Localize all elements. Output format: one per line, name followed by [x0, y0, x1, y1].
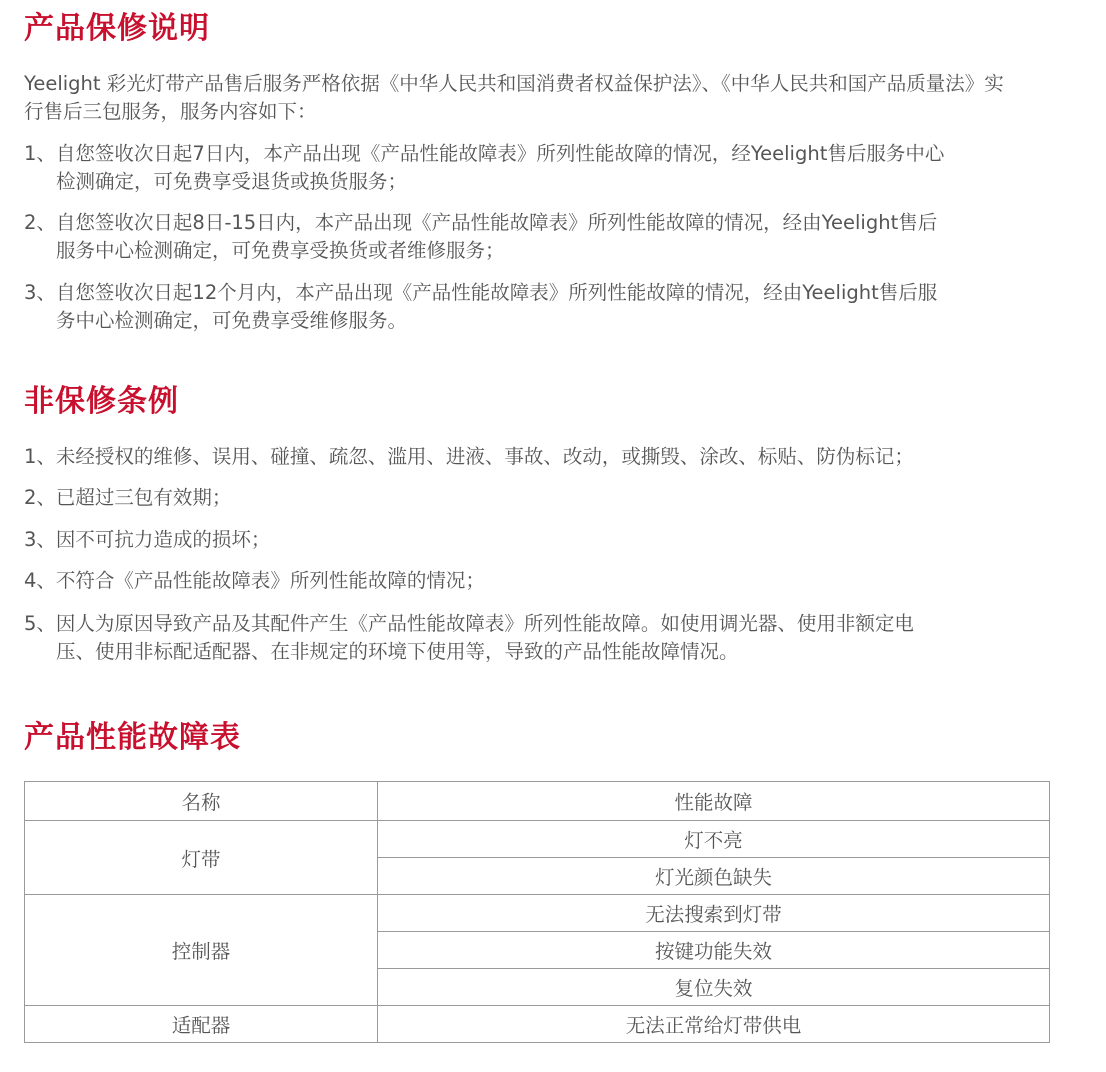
warranty-title: 产品保修说明 — [24, 11, 210, 46]
non-warranty-item-5 — [24, 610, 1064, 666]
item-text: 未经授权的维修、误用、碰撞、疏忽、滥用、进液、事故、改动，或撕毁、涂改、标贴、防伪标记； — [55, 445, 914, 468]
item-text: 自您签收次日起12个月内，本产品出现《产品性能故障表》所列性能故障的情况，经由Yeelight售后服 — [55, 281, 938, 304]
non-warranty-item-3 — [24, 526, 1064, 554]
fault-cell: 灯不亮 — [378, 821, 1050, 858]
fault-cell: 复位失效 — [378, 969, 1050, 1006]
warranty-item-2 — [24, 209, 1064, 265]
warranty-item-3 — [24, 279, 1064, 335]
non-warranty-item-2 — [24, 484, 1064, 512]
warranty-item-1 — [24, 140, 1064, 196]
item-text: 已超过三包有效期； — [55, 486, 232, 509]
fault-table-title: 产品性能故障表 — [24, 720, 241, 755]
item-text: 不符合《产品性能故障表》所列性能故障的情况； — [55, 569, 485, 592]
fault-cell: 无法搜索到灯带 — [378, 895, 1050, 932]
table-row — [25, 1006, 1050, 1043]
item-text: 因不可抗力造成的损坏； — [55, 528, 271, 551]
non-warranty-item-1 — [24, 443, 1064, 471]
item-text: 自您签收次日起8日-15日内，本产品出现《产品性能故障表》所列性能故障的情况，经由Yeelight售后 — [55, 211, 938, 234]
item-text: 自您签收次日起7日内，本产品出现《产品性能故障表》所列性能故障的情况，经Yeelight售后服务中心 — [55, 142, 945, 165]
warranty-intro — [24, 70, 1064, 126]
item-text-continued: 压、使用非标配适配器、在非规定的环境下使用等，导致的产品性能故障情况。 — [56, 640, 739, 663]
non-warranty-title: 非保修条例 — [24, 384, 179, 419]
item-number: 2、 — [24, 486, 56, 509]
warranty-intro-line2: 行售后三包服务，服务内容如下： — [24, 100, 317, 123]
warranty-intro-line1: Yeelight 彩光灯带产品售后服务严格依据《中华人民共和国消费者权益保护法》、《中华人民共和国产品质量法》实 — [24, 72, 1004, 95]
item-number: 3、 — [24, 528, 56, 551]
column-header-name: 名称 — [25, 782, 378, 821]
column-header-fault: 性能故障 — [378, 782, 1050, 821]
component-name-cell: 控制器 — [25, 895, 378, 1006]
table-header-row — [25, 782, 1050, 821]
item-text: 因人为原因导致产品及其配件产生《产品性能故障表》所列性能故障。如使用调光器、使用非额定电 — [55, 612, 914, 635]
fault-cell: 灯光颜色缺失 — [378, 858, 1050, 895]
component-name-cell: 灯带 — [25, 821, 378, 895]
table-row — [25, 895, 1050, 932]
item-number: 2、 — [24, 211, 56, 234]
fault-cell: 按键功能失效 — [378, 932, 1050, 969]
table-row — [25, 821, 1050, 858]
item-text-continued: 检测确定，可免费享受退货或换货服务； — [56, 170, 408, 193]
item-number: 1、 — [24, 445, 56, 468]
fault-cell: 无法正常给灯带供电 — [378, 1006, 1050, 1043]
item-text-continued: 服务中心检测确定，可免费享受换货或者维修服务； — [56, 239, 505, 262]
item-text-continued: 务中心检测确定，可免费享受维修服务。 — [56, 309, 408, 332]
component-name-cell: 适配器 — [25, 1006, 378, 1043]
item-number: 5、 — [24, 612, 56, 635]
item-number: 4、 — [24, 569, 56, 592]
item-number: 3、 — [24, 281, 56, 304]
non-warranty-item-4 — [24, 567, 1064, 595]
fault-table — [24, 781, 1050, 1043]
item-number: 1、 — [24, 142, 56, 165]
